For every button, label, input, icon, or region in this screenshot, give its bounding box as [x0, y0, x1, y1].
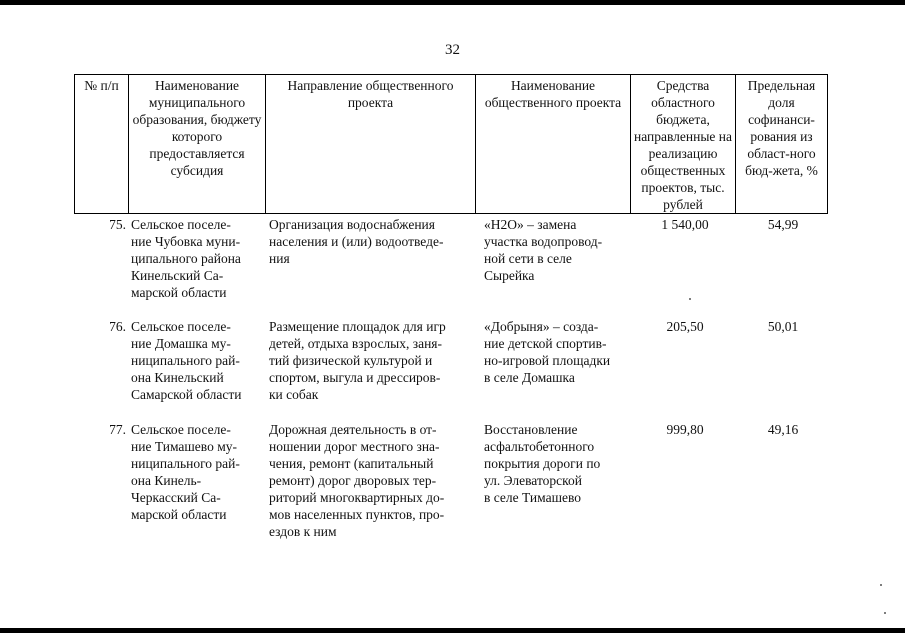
row-number: 75.	[109, 217, 126, 232]
scan-bottom-border	[0, 628, 905, 633]
header-project: Наименование общественного проекта	[476, 75, 631, 214]
scan-speck	[880, 584, 882, 586]
header-num: № п/п	[75, 75, 129, 214]
row-municipality: Сельское поселе- ние Чубовка муни- ципального района Кинельский Са- марской области	[131, 217, 241, 300]
scan-top-border	[0, 0, 905, 5]
row-municipality: Сельское поселе- ние Домашка му- ниципального рай- она Кинельский Самарской области	[131, 319, 242, 402]
row-project: Восстановление асфальтобетонного покрытия дороги по ул. Элеваторской в селе Тимашево	[484, 422, 601, 505]
row-number: 77.	[109, 422, 126, 437]
row-direction: Размещение площадок для игр детей, отдыха взрослых, заня- тий физической культурой и спортом, выгула и дрессиров- ки собак	[269, 319, 446, 402]
header-municipality: Наименование муниципального образования, бюджету которого предоставляется субсидия	[129, 75, 266, 214]
header-share: Предельная доля софинанси-рования из област-ного бюд-жета, %	[736, 75, 828, 214]
row-project: «Добрыня» – созда- ние детской спортив- но-игровой площадки в селе Домашка	[484, 319, 611, 385]
row-direction: Организация водоснабжения населения и (или) водоотведе- ния	[269, 217, 444, 266]
row-funds: 1 540,00	[661, 217, 709, 232]
row-direction: Дорожная деятельность в от- ношении дорог местного зна- чения, ремонт (капитальный ремонт) дорог дворовых тер- риторий многоквартирных до- мов населенных пунктов, про- ездов к ним	[269, 422, 445, 539]
row-number: 76.	[109, 319, 126, 334]
row-share: 54,99	[767, 217, 799, 232]
header-funds: Средства областного бюджета, направленные на реализацию общественных проектов, тыс. рублей	[631, 75, 736, 214]
table-header	[74, 74, 828, 214]
row-funds: 205,50	[666, 319, 704, 334]
page-number: 32	[445, 42, 460, 58]
row-share: 50,01	[767, 319, 799, 334]
header-direction: Направление общественного проекта	[266, 75, 476, 214]
scan-speck	[884, 612, 886, 614]
row-funds: 999,80	[666, 422, 704, 437]
scan-speck	[689, 298, 691, 300]
row-share: 49,16	[767, 422, 799, 437]
row-municipality: Сельское поселе- ние Тимашево му- ниципального рай- она Кинель- Черкасский Са- марской области	[131, 422, 240, 522]
row-project: «H2O» – замена участка водопровод- ной сети в селе Сырейка	[484, 217, 603, 283]
